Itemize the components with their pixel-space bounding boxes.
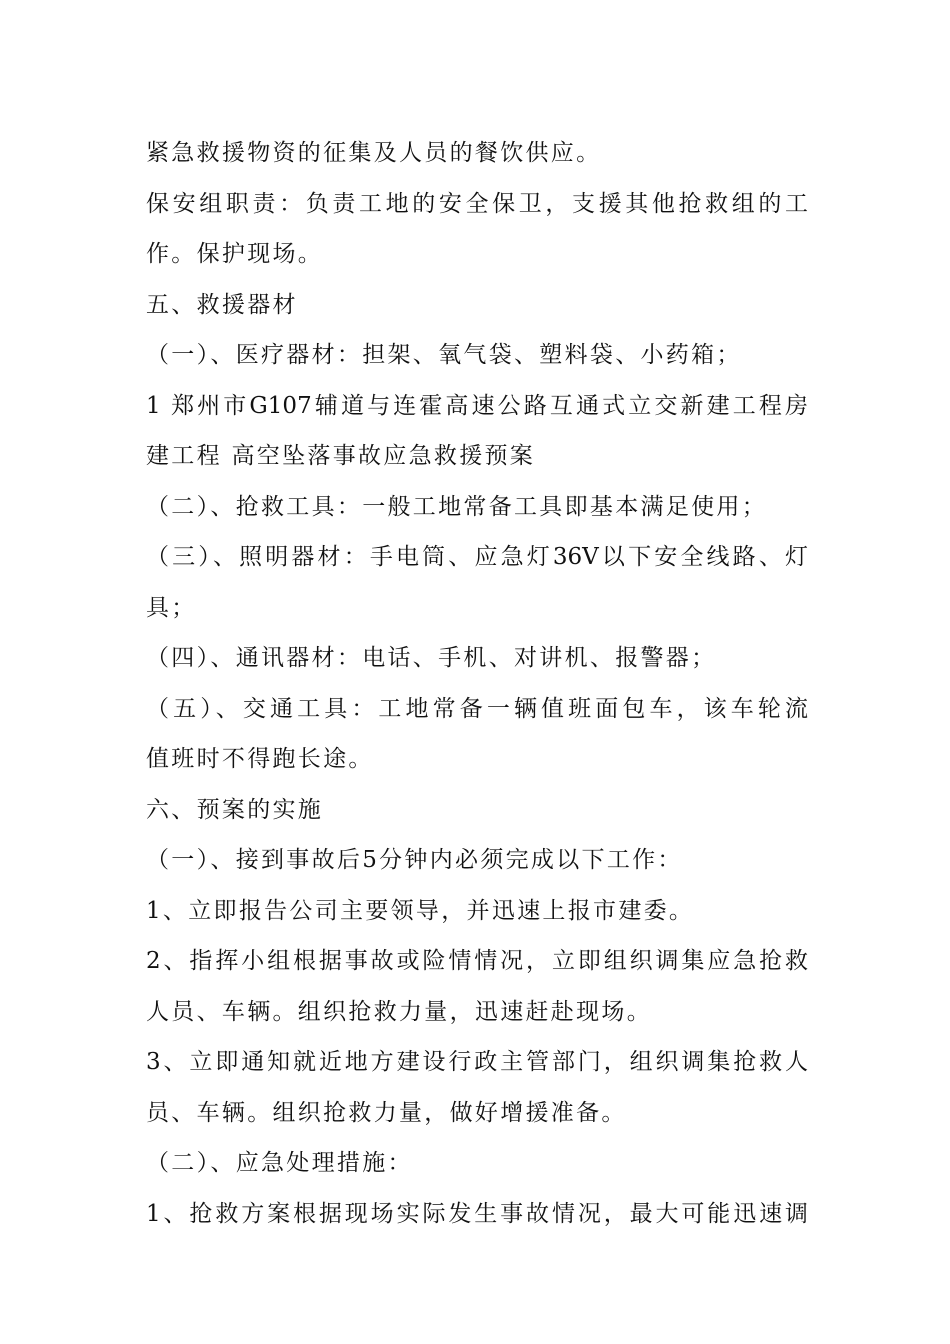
paragraph-line: （二）、抢救工具：一般工地常备工具即基本满足使用； — [146, 493, 767, 520]
document-body — [146, 128, 808, 1239]
paragraph-line: 2、指挥小组根据事故或险情情况，立即组织调集应急抢救 — [146, 948, 808, 974]
paragraph-line: 作。保护现场。 — [146, 241, 324, 267]
paragraph-line: （四）、通讯器材：电话、手机、对讲机、报警器； — [146, 645, 717, 671]
paragraph-line: （一）、接到事故后5分钟内必须完成以下工作： — [146, 847, 683, 873]
paragraph-line: 具； — [146, 594, 197, 621]
paragraph-line: 1 郑州市G107辅道与连霍高速公路互通式立交新建工程房 — [146, 392, 808, 419]
paragraph-line: （一）、医疗器材：担架、氧气袋、塑料袋、小药箱； — [146, 342, 742, 368]
paragraph-line: 3、立即通知就近地方建设行政主管部门，组织调集抢救人 — [146, 1049, 808, 1075]
paragraph-line: （二）、应急处理措施： — [146, 1150, 413, 1176]
paragraph-line: （五）、交通工具：工地常备一辆值班面包车，该车轮流 — [146, 695, 808, 722]
section-heading: 五、救援器材 — [146, 291, 298, 318]
section-heading: 六、预案的实施 — [146, 796, 324, 823]
paragraph-line: （三）、照明器材：手电筒、应急灯36V以下安全线路、灯 — [146, 544, 808, 570]
paragraph-line: 1、抢救方案根据现场实际发生事故情况，最大可能迅速调 — [146, 1200, 808, 1227]
paragraph-line: 1、立即报告公司主要领导，并迅速上报市建委。 — [146, 897, 695, 924]
paragraph-line: 值班时不得跑长途。 — [146, 746, 374, 772]
paragraph-line: 人员、车辆。组织抢救力量，迅速赶赴现场。 — [146, 998, 652, 1025]
paragraph-line: 紧急救援物资的征集及人员的餐饮供应。 — [146, 140, 602, 166]
paragraph-line: 员、车辆。组织抢救力量，做好增援准备。 — [146, 1099, 627, 1126]
paragraph-line: 建工程 高空坠落事故应急救援预案 — [146, 443, 536, 469]
paragraph-line: 保安组职责：负责工地的安全保卫，支援其他抢救组的工 — [146, 190, 808, 217]
